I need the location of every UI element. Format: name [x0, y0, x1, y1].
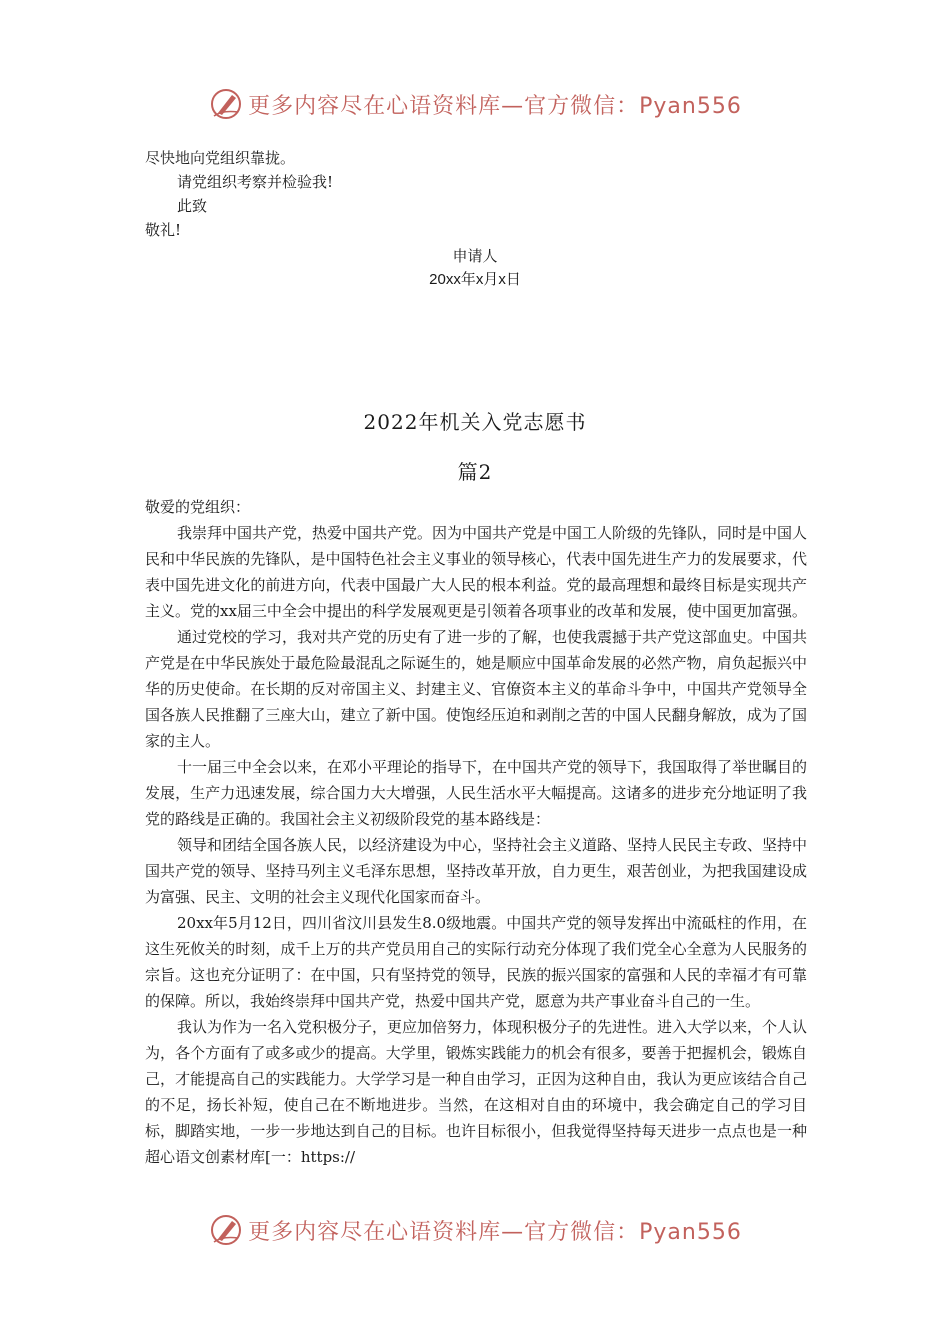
paragraph: 通过党校的学习，我对共产党的历史有了进一步的了解，也使我震撼于共产党这部血史。中国共产党是在中华民族处于最危险最混乱之际诞生的，她是顺应中国革命发展的必然产物，肩负起振兴中华的历史使命。在长期的反对帝国主义、封建主义、官僚资本主义的革命斗争中，中国共产党领导全国各族人民推翻了三座大山，建立了新中国。使饱经压迫和剥削之苦的中国人民翻身解放，成为了国家的主人。	[145, 628, 808, 750]
article-body	[145, 494, 807, 1170]
paragraph: 领导和团结全国各族人民，以经济建设为中心，坚持社会主义道路、坚持人民民主专政、坚持中国共产党的领导、坚持马列主义毛泽东思想，坚持改革开放，自力更生，艰苦创业，为把我国建设成为富强、民主、文明的社会主义现代化国家而奋斗。	[145, 836, 808, 906]
closing-line: 尽快地向党组织靠拢。	[145, 149, 296, 167]
header-banner	[0, 84, 950, 124]
date: 20xx年x月x日	[429, 271, 521, 288]
footer-banner	[0, 1210, 950, 1250]
letter-closing	[145, 146, 807, 242]
paragraph: 我崇拜中国共产党，热爱中国共产党。因为中国共产党是中国工人阶级的先锋队，同时是中国人民和中华民族的先锋队，是中国特色社会主义事业的领导核心，代表中国先进生产力的发展要求，代表中国先进文化的前进方向，代表中国最广大人民的根本利益。党的最高理想和最终目标是实现共产主义。党的xx届三中全会中提出的科学发展观更是引领着各项事业的改革和发展，使中国更加富强。	[145, 524, 808, 620]
paragraph: 20xx年5月12日，四川省汶川县发生8.0级地震。中国共产党的领导发挥出中流砥柱的作用，在这生死攸关的时刻，成千上万的共产党员用自己的实际行动充分体现了我们党全心全意为人民服务的宗旨。这也充分证明了：在中国，只有坚持党的领导，民族的振兴国家的富强和人民的幸福才有可靠的保障。所以，我始终崇拜中国共产党，热爱中国共产党，愿意为共产事业奋斗自己的一生。	[145, 914, 807, 1010]
banner-text: 更多内容尽在心语资料库—官方微信：Pyan556	[248, 1219, 742, 1245]
salutation: 敬爱的党组织：	[145, 498, 251, 516]
pen-logo-icon	[208, 86, 244, 122]
closing-line: 请党组织考察并检验我!	[177, 173, 334, 191]
signature: 申请人	[452, 247, 498, 265]
article-title: 2022年机关入党志愿书	[363, 410, 587, 434]
banner-text: 更多内容尽在心语资料库—官方微信：Pyan556	[248, 93, 742, 119]
closing-line: 此致	[177, 197, 208, 215]
article-subtitle: 篇2	[457, 460, 493, 484]
paragraph: 我认为作为一名入党积极分子，更应加倍努力，体现积极分子的先进性。进入大学以来，个人认为，各个方面有了或多或少的提高。大学里，锻炼实践能力的机会有很多，要善于把握机会，锻炼自己，才能提高自己的实践能力。大学学习是一种自由学习，正因为这种自由，我认为更应该结合自己的不足，扬长补短，使自己在不断地进步。当然，在这相对自由的环境中，我会确定自己的学习目标，脚踏实地，一步一步地达到自己的目标。也许目标很小，但我觉得坚持每天进步一点点也是一种超心语文创素材库[一：https://	[145, 1018, 808, 1166]
paragraph: 十一届三中全会以来，在邓小平理论的指导下，在中国共产党的领导下，我国取得了举世瞩目的发展，生产力迅速发展，综合国力大大增强，人民生活水平大幅提高。这诸多的进步充分地证明了我党的路线是正确的。我国社会主义初级阶段党的基本路线是：	[145, 758, 808, 828]
closing-line: 敬礼!	[145, 221, 182, 239]
pen-logo-icon	[208, 1212, 244, 1248]
